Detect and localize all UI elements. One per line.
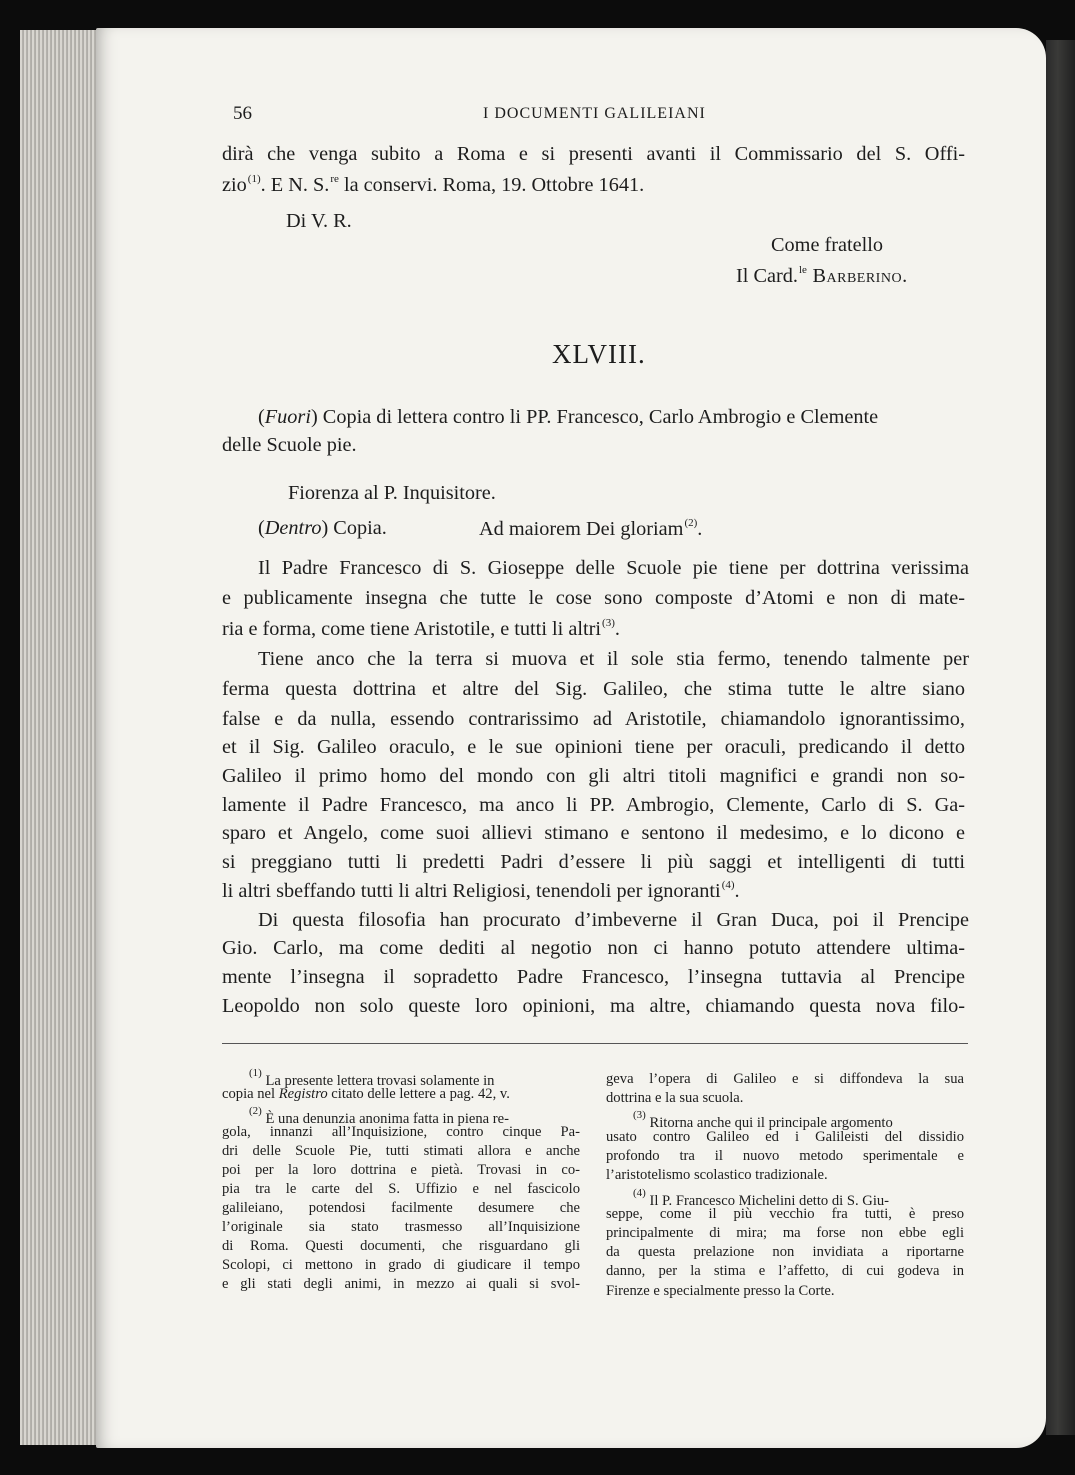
body-line: et il Sig. Galileo oraculo, e le sue opinioni tiene per oraculi, predicando il detto [222, 736, 965, 758]
footnote-rule [222, 1043, 968, 1044]
body-line: dirà che venga subito a Roma e si presenti avanti il Commissario del S. Offi- [222, 143, 965, 165]
footnote-line: danno, per la stima e l’affetto, di cui godeva in [606, 1263, 964, 1279]
document-summary: (Fuori) Copia di lettera contro li PP. Francesco, Carlo Ambrogio e Clemente [258, 406, 879, 428]
footnote-line: dri delle Scuole Pie, tutti stimati allora e anche [222, 1143, 580, 1159]
footnote-line: principalmente di mira; ma forse non ebbe egli [606, 1225, 964, 1241]
footnote-ref: (2) [684, 517, 698, 529]
footnote-line: dottrina e la sua scuola. [606, 1090, 744, 1106]
body-line: sparo et Angelo, come suoi allievi stimano e sentono il medesimo, e lo dicono e [222, 822, 965, 844]
footnote-ref: (4) [721, 879, 735, 891]
footnote-line: copia nel Registro citato delle lettere a pag. 42, v. [222, 1086, 510, 1102]
footnote-ref: (1) [247, 173, 261, 185]
body-line: e publicamente insegna che tutte le cose sono composte d’Atomi e non di mate- [222, 587, 965, 609]
footnote-2: $^{(2)}$ È una denunzia anonima fatta in piena re- [249, 1105, 510, 1127]
footnote-1: $^{(1)}$ La presente lettera trovasi solamente in [249, 1067, 495, 1089]
closing: Come fratello [771, 234, 884, 256]
body-line: si preggiano tutti li predetti Padri d’essere li più saggi et intelligenti di tutti [222, 851, 965, 873]
footnote-4: $^{(4)}$ Il P. Francesco Michelini detto di S. Giu- [633, 1187, 890, 1209]
footnote-line: profondo tra il nuovo metodo sperimentale e [606, 1148, 964, 1164]
page-number: 56 [233, 103, 252, 124]
running-header: I DOCUMENTI GALILEIANI [483, 105, 706, 122]
footnote-3: $^{(3)}$ Ritorna anche qui il principale argomento [633, 1109, 893, 1131]
body-line: Galileo il primo homo del mondo con gli altri titoli magnifici e grandi non so- [222, 765, 965, 787]
body-line: li altri sbeffando tutti li altri Religiosi, tenendoli per ignoranti$^{(4)}$. [222, 879, 740, 902]
body-line: Il Padre Francesco di S. Gioseppe delle Scuole pie tiene per dottrina verissima [258, 557, 969, 579]
footnote-line: Firenze e specialmente presso la Corte. [606, 1283, 835, 1299]
salutation: Di V. R. [286, 210, 352, 232]
body-line: ferma questa dottrina et altre del Sig. Galileo, che stima tutte le altre siano [222, 678, 965, 700]
body-line: mente l’insegna il sopradetto Padre Francesco, l’insegna tuttavia al Prencipe [222, 966, 965, 988]
document-number: XLVIII. [552, 339, 646, 369]
body-line: lamente il Padre Francesco, ma anco li PP. Ambrogio, Clemente, Carlo di S. Ga- [222, 794, 965, 816]
footnote-line: da questa prelazione non invidiata a riportarne [606, 1244, 964, 1260]
motto: Ad maiorem Dei gloriam$^{(2)}$. [479, 517, 703, 540]
dentro-line: (Dentro) Copia. [258, 517, 387, 539]
body-line: Di questa filosofia han procurato d’imbeverne il Gran Duca, poi il Prencipe [258, 909, 969, 931]
body-line: ria e forma, come tiene Aristotile, e tutti li altri$^{(3)}$. [222, 617, 620, 640]
footnote-line: Scolopi, ci mettono in grado di giudicare il tempo [222, 1257, 580, 1273]
footnote-line: pia tra le carte del S. Uffizio e nel fascicolo [222, 1181, 580, 1197]
footnote-ref: (3) [602, 617, 615, 629]
footnote-line: geva l’opera di Galileo e si diffondeva la sua [606, 1071, 964, 1087]
signature: Il Card.$^{le}$ Barberino. [736, 264, 908, 287]
body-line: Gio. Carlo, ma come dediti al negotio non ci hanno potuto attendere ultima- [222, 937, 965, 959]
footnote-line: e gli stati degli animi, in mezzo ai quali si svol- [222, 1276, 580, 1292]
footnote-line: l’aristotelismo scolastico tradizionale. [606, 1167, 828, 1183]
footnote-line: gola, innanzi all’Inquisizione, contro cinque Pa- [222, 1124, 580, 1140]
footnote-line: di Roma. Questi documenti, che risguardano gli [222, 1238, 580, 1254]
footnote-line: poi per la loro dottrina e pietà. Trovasi in co- [222, 1162, 580, 1178]
footnote-line: l’originale sia stato trasmesso all’Inquisizione [222, 1219, 580, 1235]
footnote-line: seppe, come il più vecchio fra tutti, è preso [606, 1206, 964, 1222]
footnote-line: usato contro Galileo ed i Galileisti del dissidio [606, 1129, 964, 1145]
next-page-edge [1046, 40, 1075, 1435]
address-line: Fiorenza al P. Inquisitore. [288, 482, 496, 504]
footnote-line: galileiano, potendosi facilmente desumere che [222, 1200, 580, 1216]
body-line: zio$^{(1)}$. E N. S.$^{re}$ la conservi. Roma, 19. Ottobre 1641. [222, 173, 645, 196]
body-line: false e da nulla, essendo contrarissimo ad Aristotile, chiamandolo ignorantissimo, [222, 708, 965, 730]
document-summary-cont: delle Scuole pie. [222, 434, 357, 456]
body-line: Leopoldo non solo queste loro opinioni, ma altre, chiamando questa nova filo- [222, 995, 965, 1017]
body-line: Tiene anco che la terra si muova et il sole stia fermo, tenendo talmente per [258, 648, 969, 670]
